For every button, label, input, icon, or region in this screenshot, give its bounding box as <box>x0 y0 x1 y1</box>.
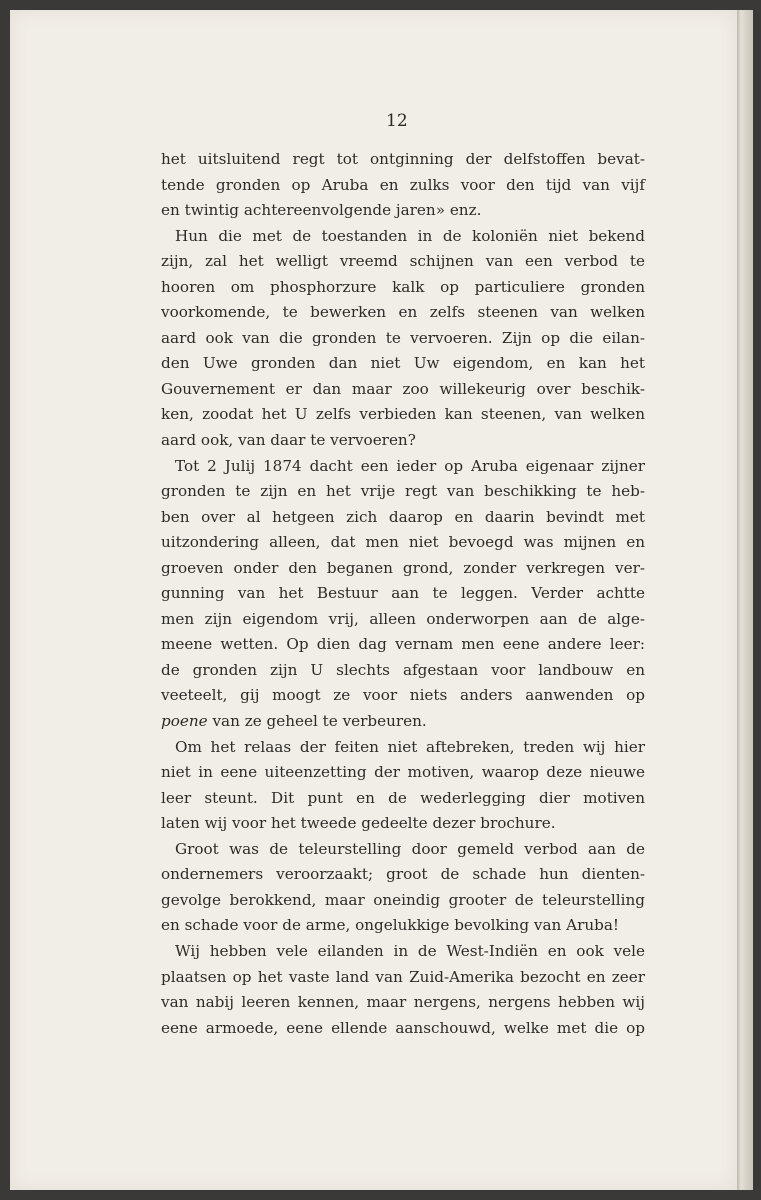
text-line: van nabij leeren kennen, maar nergens, nergens hebben wij <box>161 993 645 1012</box>
text-line: veeteelt, gij moogt ze voor niets anders aanwenden op <box>161 686 645 705</box>
text-line: leer steunt. Dit punt en de wederlegging dier motiven <box>161 788 645 807</box>
text-line: gunning van het Bestuur aan te leggen. Verder achtte <box>161 584 645 603</box>
text-line: plaatsen op het vaste land van Zuid-Amerika bezocht en zeer <box>161 967 645 986</box>
text-line: en twintig achtereenvolgende jaren» enz. <box>161 201 482 220</box>
text-line: Om het relaas der feiten niet aftebreken, treden wij hier <box>175 737 645 756</box>
text-line: aard ook van die gronden te vervoeren. Zijn op die eilan- <box>161 328 645 347</box>
text-line: Tot 2 Julij 1874 dacht een ieder op Aruba eigenaar zijner <box>175 456 645 475</box>
text-line: niet in eene uiteenzetting der motiven, waarop deze nieuwe <box>161 763 645 782</box>
text-line: gronden te zijn en het vrije regt van beschikking te heb- <box>161 482 645 501</box>
text-line: men zijn eigendom vrij, alleen onderworpen aan de alge- <box>161 609 645 628</box>
text-line: Wij hebben vele eilanden in de West-Indiën en ook vele <box>175 941 645 960</box>
text-line: Gouvernement er dan maar zoo willekeurig over beschik- <box>161 379 645 398</box>
text-line: en schade voor de arme, ongelukkige bevolking van Aruba! <box>161 916 620 935</box>
text-line: aard ook, van daar te vervoeren? <box>161 431 416 450</box>
adjacent-page-edge <box>737 10 753 1190</box>
text-line: het uitsluitend regt tot ontginning der delfstoffen bevat- <box>161 150 645 168</box>
text-line: eene armoede, eene ellende aanschouwd, welke met die op <box>161 1018 645 1037</box>
text-line: Groot was de teleurstelling door gemeld verbod aan de <box>175 839 645 858</box>
page-number: 12 <box>386 111 408 131</box>
text-line: Hun die met de toestanden in de koloniën niet bekend <box>175 226 645 245</box>
text-line: uitzondering alleen, dat men niet bevoegd was mijnen en <box>161 533 645 552</box>
text-line: tende gronden op Aruba en zulks voor den tijd van vijf <box>161 175 645 194</box>
text-line: den Uwe gronden dan niet Uw eigendom, en kan het <box>161 354 645 373</box>
text-line: hooren om phosphorzure kalk op particuliere gronden <box>161 277 645 296</box>
text-line-rest: van ze geheel te verbeuren. <box>207 712 427 731</box>
text-line: gevolge berokkend, maar oneindig grooter de teleurstelling <box>161 890 645 909</box>
text-line: laten wij voor het tweede gedeelte dezer brochure. <box>161 814 556 833</box>
text-line: ondernemers veroorzaakt; groot de schade hun dienten- <box>161 865 645 884</box>
italic-word: poene <box>161 712 208 731</box>
text-line: zijn, zal het welligt vreemd schijnen van een verbod te <box>161 252 645 271</box>
text-line: de gronden zijn U slechts afgestaan voor landbouw en <box>161 660 645 679</box>
text-line: voorkomende, te bewerken en zelfs steenen van welken <box>161 303 645 322</box>
body-text <box>161 147 645 1041</box>
text-line <box>161 709 645 735</box>
text-line: ken, zoodat het U zelfs verbieden kan steenen, van welken <box>161 405 645 424</box>
text-line: groeven onder den beganen grond, zonder verkregen ver- <box>161 558 645 577</box>
text-line: meene wetten. Op dien dag vernam men eene andere leer: <box>161 635 645 654</box>
text-line: ben over al hetgeen zich daarop en daarin bevindt met <box>161 507 645 526</box>
